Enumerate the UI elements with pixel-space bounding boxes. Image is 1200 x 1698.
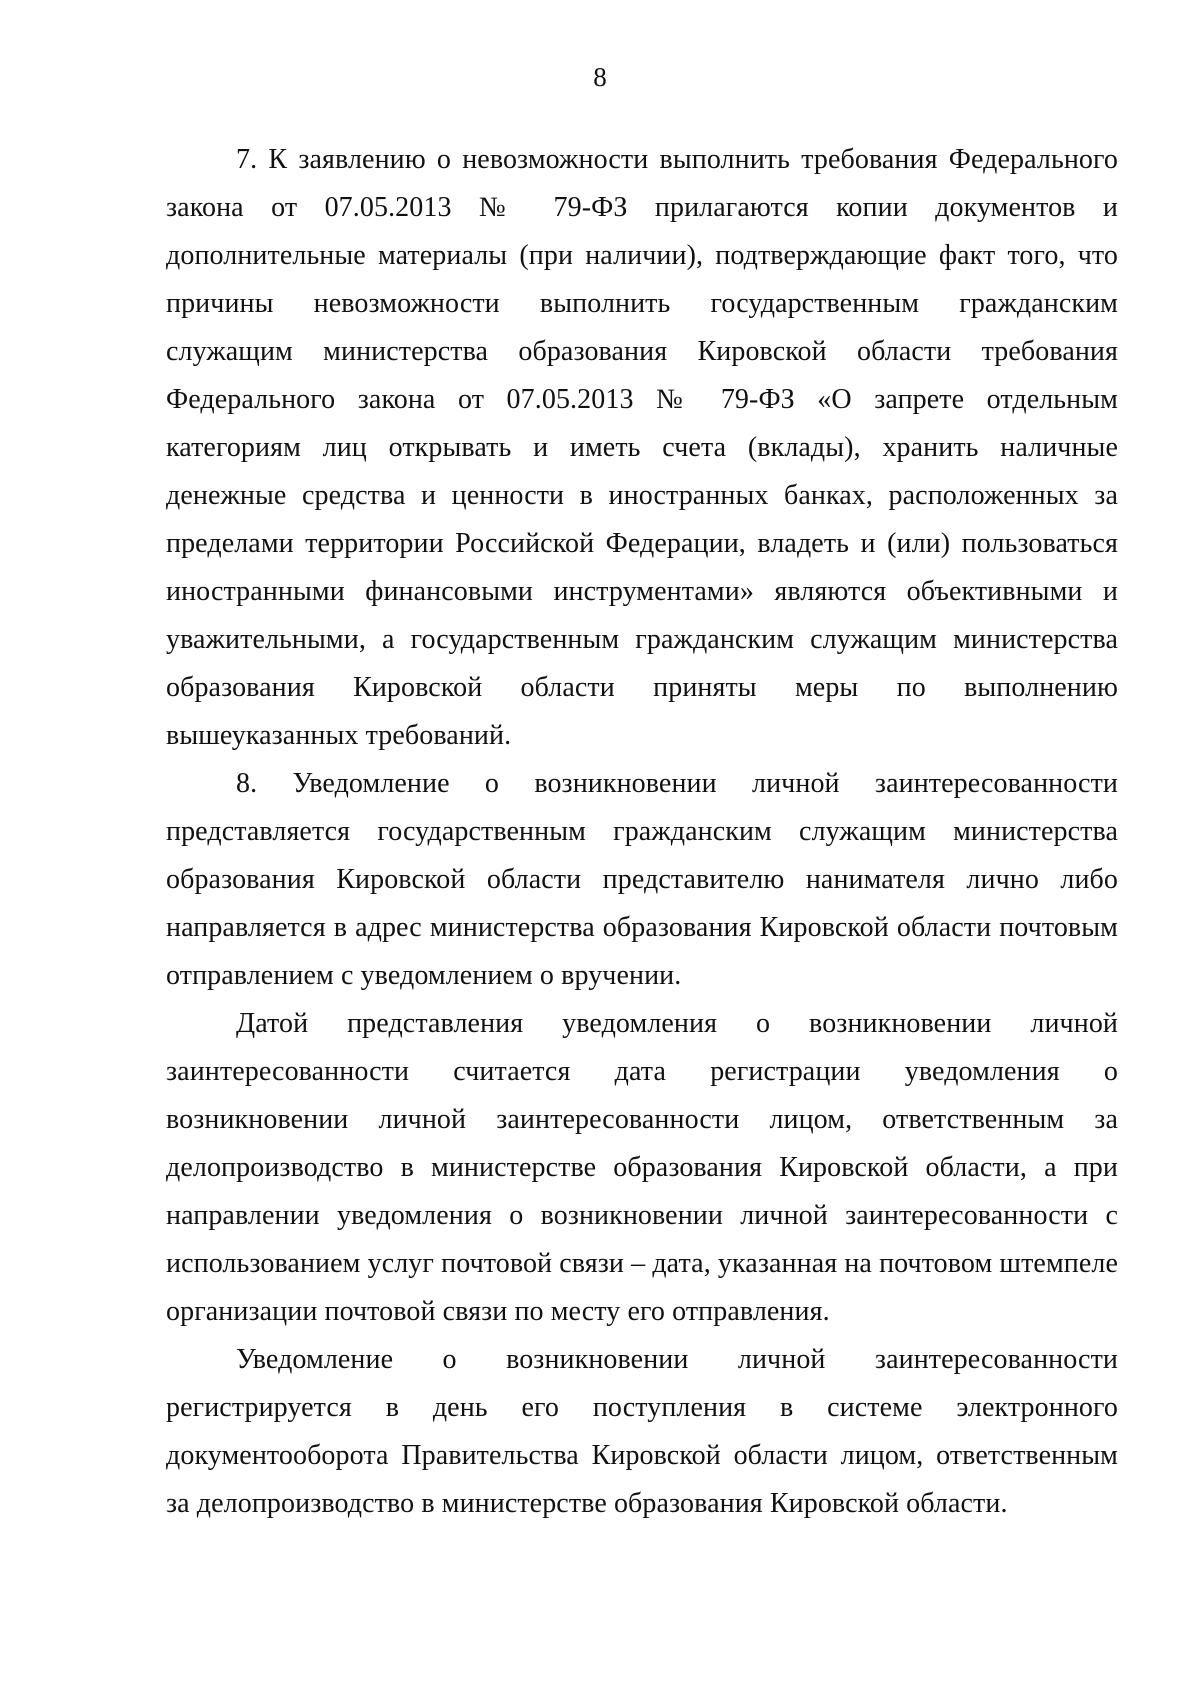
document-body <box>166 136 1118 1528</box>
paragraph-7: 7. К заявлению о невозможности выполнить требования Федерального закона от 07.05.2013 № 79-ФЗ прилагаются копии документов и дополнительные материалы (при наличии), подтверждающие факт того, что причины невозможности выполнить государственным гражданским служащим министерства образования Кировской области требования Федерального закона от 07.05.2013 № 79-ФЗ «О запрете отдельным категориям лиц открывать и иметь счета (вклады), хранить наличные денежные средства и ценности в иностранных банках, расположенных за пределами территории Российской Федерации, владеть и (или) пользоваться иностранными финансовыми инструментами» являются объективными и уважительными, а государственным гражданским служащим министерства образования Кировской области приняты меры по выполнению вышеуказанных требований. <box>166 144 1118 751</box>
paragraph-registration: Уведомление о возникновении личной заинтересованности регистрируется в день его поступления в системе электронного документооборота Правительства Кировской области лицом, ответственным за делопроизводство в министерстве образования Кировской области. <box>166 1344 1118 1519</box>
paragraph-submission-date: Датой представления уведомления о возникновении личной заинтересованности считается дата регистрации уведомления о возникновении личной заинтересованности лицом, ответственным за делопроизводство в министерстве образования Кировской области, а при направлении уведомления о возникновении личной заинтересованности с использованием услуг почтовой связи – дата, указанная на почтовом штемпеле организации почтовой связи по месту его отправления. <box>166 1008 1118 1327</box>
page-number: 8 <box>593 62 607 92</box>
paragraph-8: 8. Уведомление о возникновении личной заинтересованности представляется государственным гражданским служащим министерства образования Кировской области представителю нанимателя лично либо направляется в адрес министерства образования Кировской области почтовым отправлением с уведомлением о вручении. <box>166 768 1118 991</box>
